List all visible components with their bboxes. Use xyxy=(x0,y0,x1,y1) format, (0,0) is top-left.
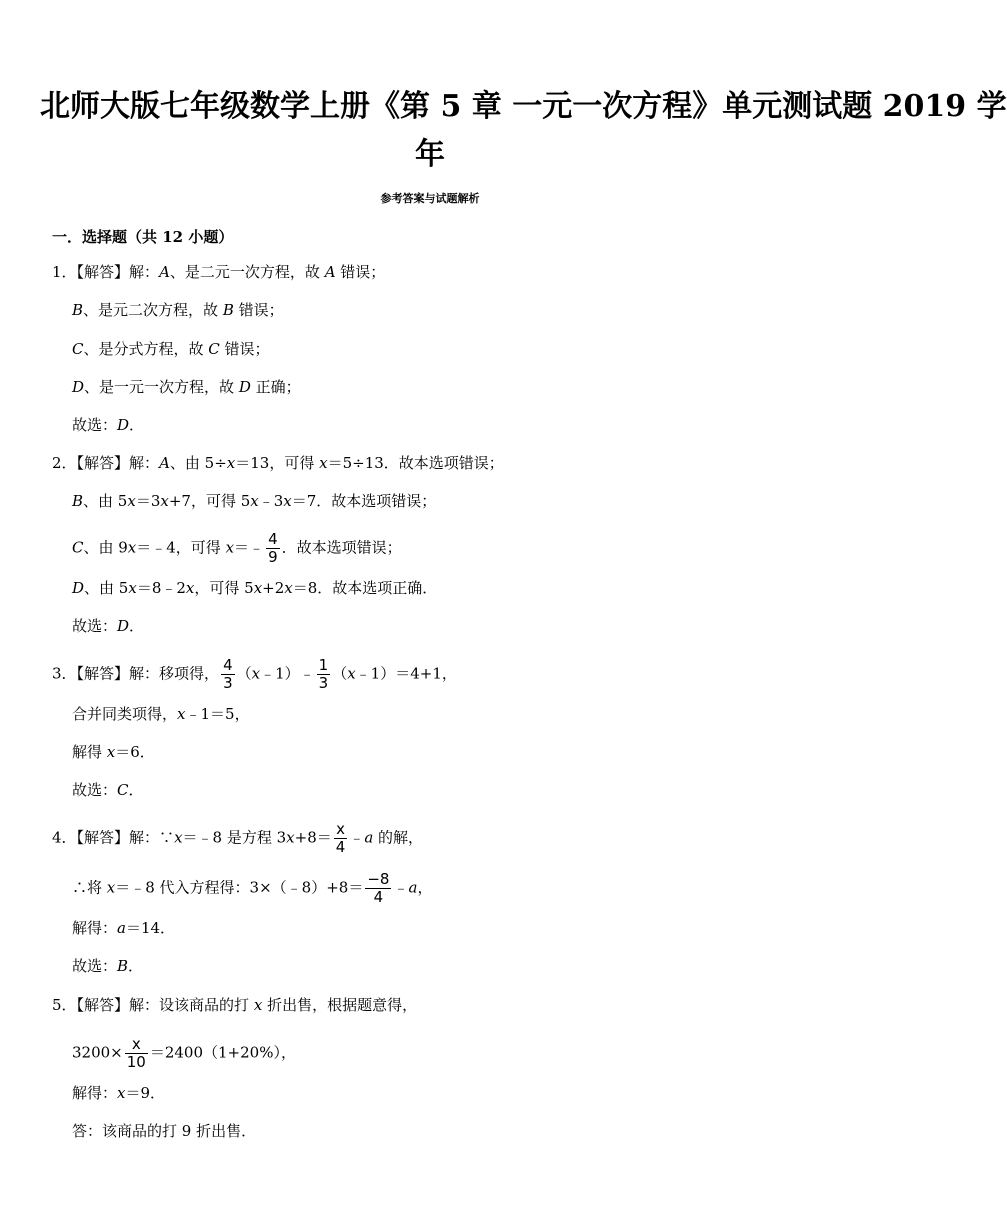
q1-line-c: C、是分式方程，故 C 错误； xyxy=(72,340,270,358)
q4-line-2: ∴将 x＝﹣8 代入方程得：3×（﹣8）+8＝ $\frac{-8}{4}$ ﹣a， xyxy=(72,870,433,906)
q1-answer: 故选：D． xyxy=(72,416,145,434)
q2-line-a: 2．【解答】解：A、由 5÷x＝13，可得 x＝5÷13．故本选项错误； xyxy=(52,454,504,472)
q2-answer: 故选：D． xyxy=(72,617,145,635)
fraction-4-9: $\frac{4}{9}$ xyxy=(268,530,278,566)
q5-line-2: 3200× $\frac{x}{10}$ ＝2400（1+20%）， xyxy=(72,1035,296,1071)
q2-line-d: D、由 5x＝8﹣2x，可得 5x+2x＝8．故本选项正确． xyxy=(72,579,438,597)
q3-line-1: 3．【解答】解：移项得， $\frac{4}{3}$ （x﹣1）﹣ $\frac{1}{3}$ （x﹣1）＝4+1， xyxy=(52,656,457,692)
q4-answer: 故选：B． xyxy=(72,957,144,975)
document-subtitle: 参考答案与试题解析 xyxy=(380,192,480,205)
fraction-x-10: $\frac{x}{10}$ xyxy=(126,1035,146,1071)
q5-line-1: 5．【解答】解：设该商品的打 x 折出售，根据题意得， xyxy=(52,996,418,1014)
q3-answer: 故选：C． xyxy=(72,781,144,799)
q2-line-b: B、由 5x＝3x+7，可得 5x﹣3x＝7．故本选项错误； xyxy=(72,492,437,510)
q2-line-c: C、由 9x＝﹣4，可得 x＝﹣ $\frac{4}{9}$ ．故本选项错误； xyxy=(72,530,402,566)
q3-line-3: 解得 x＝6． xyxy=(72,743,155,761)
document-title-line-1: 北师大版七年级数学上册《第 5 章 一元一次方程》单元测试题 2019 学 xyxy=(40,89,1007,124)
fraction-neg8-4: $\frac{-8}{4}$ xyxy=(367,870,390,906)
q1-line-d: D、是一元一次方程，故 D 正确； xyxy=(72,378,301,396)
q5-conclusion: 答：该商品的打 9 折出售． xyxy=(72,1122,257,1140)
fraction-4-3: $\frac{4}{3}$ xyxy=(223,656,233,692)
fraction-x-4: $\frac{x}{4}$ xyxy=(335,820,346,856)
fraction-1-3: $\frac{1}{3}$ xyxy=(318,656,329,692)
document-title-line-2: 年 xyxy=(415,137,445,172)
q3-line-2: 合并同类项得，x﹣1＝5， xyxy=(72,705,250,723)
section-heading: 一．选择题（共 12 小题） xyxy=(52,228,234,246)
q4-line-1: 4．【解答】解：∵x＝﹣8 是方程 3x+8＝ $\frac{x}{4}$ ﹣a 的解， xyxy=(52,820,424,856)
q1-line-b: B、是元二次方程，故 B 错误； xyxy=(72,301,284,319)
q5-line-3: 解得：x＝9． xyxy=(72,1084,166,1102)
q1-line-a: 1．【解答】解：A、是二元一次方程，故 A 错误； xyxy=(52,263,386,281)
q4-line-3: 解得：a＝14． xyxy=(72,919,176,937)
